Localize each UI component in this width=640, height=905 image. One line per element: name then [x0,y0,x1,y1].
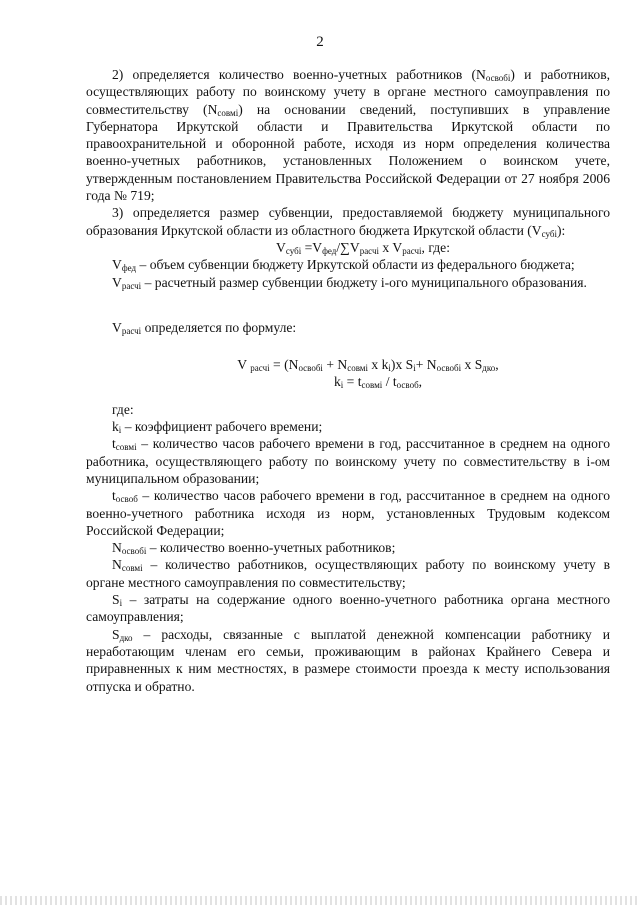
where-label: где: [112,401,134,417]
definition-t-sovm: $t_{совмі}$ – количество часов рабочего времени в год, рассчитанное в среднем на одного работника, осуществляющего работу по воинскому учету по совместительству в і-ом муниципальном образовании; [86,436,610,486]
definition-n-osvob: $N_{освобі}$ – количество военно-учетных работников; [112,540,396,557]
subscript: освобі [485,73,511,83]
subscript: совмі [217,107,239,118]
definition-t-osvob: $t_{освоб}$ – количество часов рабочего времени в год, рассчитанное в среднем на одного военно-учетного работника исходя из норм, установленных Трудовым кодексом Российской Федерации; [86,488,610,538]
definition-k: $k_i$ – коэффициент рабочего времени; [112,419,323,436]
rasch-formula-intro: $V_{расчі}$ определяется по формуле: [112,319,297,336]
document-body [86,66,610,695]
formula-rasch: V $_{расчі} = (N_{освобі} + N_{совмі}$ x $k_i)x$ $S_i+ N_{освобі}$ x $S_{дко}$, [237,357,499,374]
paragraph-item-3 [86,204,610,239]
definition-s: $S_і$ – затраты на содержание одного военно-учетного работника органа местного самоуправления; [86,592,610,625]
formula-subvention: $V_{субі} =V_{фед}/\sum V_{расчі}$ x $V_{расчі}$, где: [276,239,450,256]
text: 2) определяется количество военно-учетных работников (N [112,67,486,82]
text: 3) определяется размер субвенции, предоставляемой бюджету муниципального образования Иркутской области из областного бюджета Иркутской области (V [86,205,610,238]
definition-v-fed: $V_{фед}$ – объем субвенции бюджету Иркутской области из федерального бюджета; [112,257,575,274]
definition-n-sovm: $N_{совмі}$ – количество работников, осуществляющих работу по воинскому учету в органе местного самоуправления по совместительству; [86,557,610,590]
subscript: субі [541,228,557,239]
definition-v-rasch: $V_{расчі}$ – расчетный размер субвенции бюджету і-ого муниципального образования. [112,274,587,291]
text: ) на основании сведений, поступивших в управление Губернатора Иркутской области и Правительства Иркутской области по правоохранительной и оборонной работе, исходя из норм определения количества военно-учетных работников, установленных Положением о воинском учете, утвержденным постановлением Правительства Российской Федерации от 27 ноября 2006 года № 719; [86,101,611,204]
scan-edge-noise [0,896,640,905]
definition-s-dko: $S_{дко}$ – расходы, связанные с выплатой денежной компенсации работнику и неработающим членам его семьи, проживающим в районах Крайнего Севера и приравненных к ним местностях, в размере стоимости проезда к месту использования отпуска и обратно. [86,626,610,694]
page-number: 2 [316,34,324,50]
paragraph-item-2 [86,66,610,204]
formula-k: $k_i = t_{совмі} / t_{освоб}$, [333,374,423,391]
text: ): [556,222,566,238]
text: ) и работников, осуществляющих работу по воинскому учету в органе местного самоуправления по совместительству (N [86,67,611,117]
